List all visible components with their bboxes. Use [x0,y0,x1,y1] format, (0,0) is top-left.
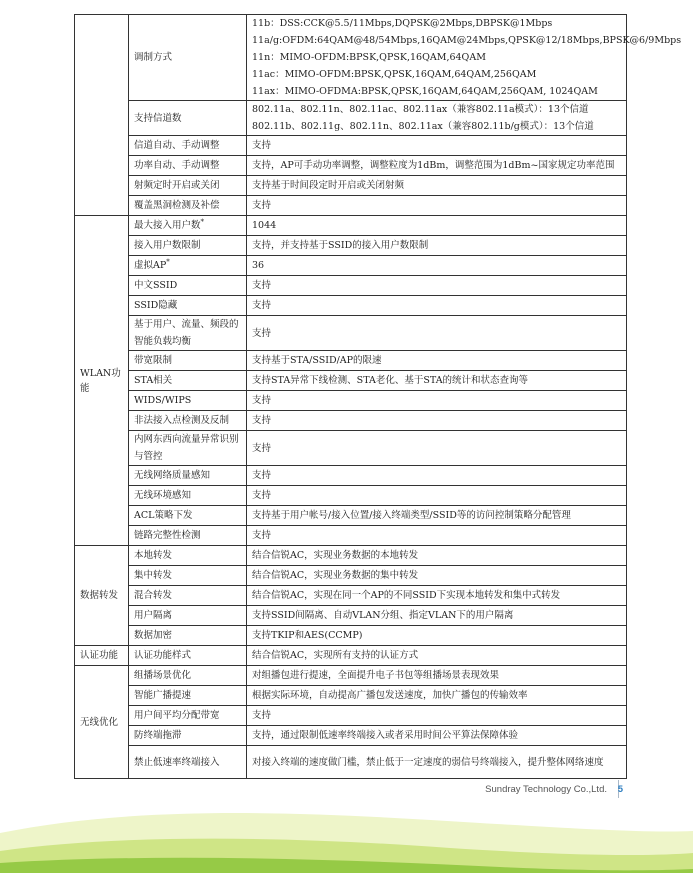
feature-cell [129,196,247,216]
feature-label: 认证功能样式 [134,650,192,661]
feature-label: STA相关 [134,375,173,386]
description-line: 支持 [252,280,272,291]
feature-label: 中文SSID [134,280,178,291]
description-line: 支持 [252,395,272,406]
description-cell [247,156,627,176]
table-row [75,15,627,101]
description-cell [247,726,627,746]
description-cell [247,371,627,391]
table-row [75,236,627,256]
feature-label: 覆盖黑洞检测及补偿 [134,200,220,211]
feature-cell [129,256,247,276]
feature-cell [129,626,247,646]
description-line: 对组播包进行提速，全面提升电子书包等组播场景表现效果 [252,670,500,681]
footer-company: Sundray Technology Co.,Ltd. [485,784,607,795]
description-line: 支持基于STA/SSID/AP的限速 [252,355,382,366]
description-line: 结合信锐AC，实现在同一个AP的不同SSID下实现本地转发和集中式转发 [252,590,561,601]
table-row [75,626,627,646]
spec-table [74,14,682,779]
feature-label: 功率自动、手动调整 [134,160,220,171]
description-cell [247,706,627,726]
feature-label: 无线环境感知 [134,490,192,501]
feature-cell [129,236,247,256]
feature-cell [129,566,247,586]
feature-label: 虚拟AP [134,260,167,271]
table-row [75,216,627,236]
description-line: 11ac：MIMO-OFDM:BPSK,QPSK,16QAM,64QAM,256QAM [252,69,537,80]
feature-cell [129,666,247,686]
feature-cell [129,101,247,136]
feature-label: 内网东西向流量异常识别与管控 [134,434,239,462]
table-row [75,391,627,411]
description-cell [247,176,627,196]
feature-label: 混合转发 [134,590,173,601]
table-row [75,466,627,486]
feature-label: 无线网络质量感知 [134,470,211,481]
feature-cell [129,526,247,546]
description-line: 支持 [252,442,272,454]
feature-cell [129,686,247,706]
description-cell [247,486,627,506]
description-line: 802.11b、802.11g、802.11n、802.11ax（兼容802.11b/g模式）：13个信道 [252,121,594,132]
feature-label: 射频定时开启或关闭 [134,180,220,191]
feature-cell [129,296,247,316]
description-cell [247,216,627,236]
description-line: 1044 [252,220,277,231]
description-cell [247,236,627,256]
feature-cell [129,726,247,746]
table-row [75,156,627,176]
description-line: 支持 [252,300,272,311]
description-cell [247,136,627,156]
feature-label: 智能广播提速 [134,690,192,701]
feature-cell [129,351,247,371]
description-line: 802.11a、802.11n、802.11ac、802.11ax（兼容802.11a模式）：13个信道 [252,104,589,115]
description-cell [247,391,627,411]
decorative-wave-footer [0,793,693,873]
description-cell [247,506,627,526]
table-row [75,136,627,156]
feature-cell [129,606,247,626]
feature-label: 用户间平均分配带宽 [134,710,220,721]
feature-label: 链路完整性检测 [134,530,201,541]
table-row [75,371,627,391]
description-line: 11ax：MIMO-OFDMA:BPSK,QPSK,16QAM,64QAM,256QAM, 1024QAM [252,86,598,97]
page-number: 5 [617,784,623,795]
description-line: 11n：MIMO-OFDM:BPSK,QPSK,16QAM,64QAM [252,52,486,63]
description-cell [247,666,627,686]
feature-cell [129,646,247,666]
table-row [75,506,627,526]
description-cell [247,101,627,136]
feature-cell [129,466,247,486]
description-line: 支持TKIP和AES(CCMP) [252,630,363,641]
description-line: 根据实际环境，自动提高广播包发送速度，加快广播包的传输效率 [252,690,528,701]
description-line: 支持 [252,530,272,541]
feature-cell [129,276,247,296]
footnote-mark: * [166,257,170,266]
feature-cell [129,371,247,391]
category-cell: WLAN功能 [75,216,129,546]
category-cell: 认证功能 [75,646,129,666]
description-line: 支持基于用户帐号/接入位置/接入终端类型/SSID等的访问控制策略分配管理 [252,510,571,521]
description-cell [247,431,627,466]
feature-label: 组播场景优化 [134,670,192,681]
category-cell: 无线优化 [75,666,129,779]
feature-cell [129,411,247,431]
description-cell [247,296,627,316]
feature-label: 接入用户数限制 [134,240,201,251]
description-cell [247,606,627,626]
feature-label: 支持信道数 [134,112,182,124]
table-row [75,746,627,779]
description-cell [247,686,627,706]
footnote-mark: * [200,217,205,226]
table-row [75,546,627,566]
feature-cell [129,15,247,101]
description-line: 支持基于时间段定时开启或关闭射频 [252,180,405,191]
feature-cell [129,156,247,176]
feature-cell [129,431,247,466]
description-line: 支持 [252,415,272,426]
table-row [75,316,627,351]
feature-cell [129,136,247,156]
description-cell [247,411,627,431]
description-line: 支持 [252,200,272,211]
table-row [75,101,627,136]
description-cell [247,316,627,351]
description-cell [247,15,682,101]
description-cell [247,526,627,546]
feature-label: 基于用户、流量、频段的智能负载均衡 [134,319,239,347]
feature-label: 禁止低速率终端接入 [134,756,220,768]
description-cell [247,351,627,371]
description-line: 支持，通过限制低速率终端接入或者采用时间公平算法保障体验 [252,730,519,741]
feature-label: 调制方式 [134,52,173,63]
description-cell [247,276,627,296]
table-row [75,196,627,216]
category-cell [75,15,129,216]
feature-label: 非法接入点检测及反制 [134,415,230,426]
feature-cell [129,391,247,411]
feature-label: 带宽限制 [134,355,173,366]
feature-cell [129,486,247,506]
feature-label: 最大接入用户数 [134,220,201,231]
description-cell [247,566,627,586]
table-row [75,176,627,196]
description-cell [247,626,627,646]
description-line: 36 [252,260,265,271]
spec-table-body [75,15,682,779]
feature-label: 数据加密 [134,630,173,641]
description-line: 结合信锐AC，实现所有支持的认证方式 [252,650,419,661]
description-line: 支持 [252,140,272,151]
feature-label: 用户隔离 [134,610,173,621]
description-cell [247,466,627,486]
feature-label: SSID隐藏 [134,300,178,311]
description-line: 支持 [252,710,272,721]
feature-cell [129,176,247,196]
feature-cell [129,546,247,566]
table-row [75,726,627,746]
description-line: 11b：DSS:CCK@5.5/11Mbps,DQPSK@2Mbps,DBPSK@1Mbps [252,18,553,29]
feature-cell [129,216,247,236]
description-line: 支持，并支持基于SSID的接入用户数限制 [252,240,429,251]
table-row [75,351,627,371]
description-cell [247,546,627,566]
table-row [75,256,627,276]
table-row [75,276,627,296]
description-cell [247,746,627,779]
feature-label: 集中转发 [134,570,173,581]
description-line: 支持，AP可手动功率调整，调整粒度为1dBm，调整范围为1dBm~国家规定功率范围 [252,160,615,171]
feature-cell [129,506,247,526]
table-row [75,686,627,706]
table-row [75,646,627,666]
feature-label: ACL策略下发 [134,510,193,521]
feature-cell [129,706,247,726]
description-line: 支持 [252,470,272,481]
feature-cell [129,746,247,779]
feature-label: 本地转发 [134,550,173,561]
table-row [75,586,627,606]
feature-label: WIDS/WIPS [134,395,192,406]
description-cell [247,586,627,606]
description-line: 结合信锐AC，实现业务数据的本地转发 [252,550,419,561]
description-cell [247,256,627,276]
category-cell: 数据转发 [75,546,129,646]
feature-cell [129,586,247,606]
description-line: 对接入终端的速度做门槛，禁止低于一定速度的弱信号终端接入，提升整体网络速度 [252,756,604,768]
table-row [75,526,627,546]
table-row [75,486,627,506]
description-line: 支持 [252,490,272,501]
description-line: 支持SSID间隔离、自动VLAN分组、指定VLAN下的用户隔离 [252,610,514,621]
table-row [75,296,627,316]
table-row [75,606,627,626]
feature-label: 防终端拖滞 [134,730,182,741]
table-row [75,411,627,431]
description-line: 11a/g:OFDM:64QAM@48/54Mbps,16QAM@24Mbps,QPSK@12/18Mbps,BPSK@6/9Mbps [252,35,682,46]
table-row [75,566,627,586]
table-row [75,666,627,686]
description-line: 支持STA异常下线检测、STA老化、基于STA的统计和状态查询等 [252,375,529,386]
feature-label: 信道自动、手动调整 [134,140,220,151]
description-cell [247,196,627,216]
description-cell [247,646,627,666]
description-line: 结合信锐AC，实现业务数据的集中转发 [252,570,419,581]
feature-cell [129,316,247,351]
description-line: 支持 [252,327,272,339]
table-row [75,431,627,466]
table-row [75,706,627,726]
